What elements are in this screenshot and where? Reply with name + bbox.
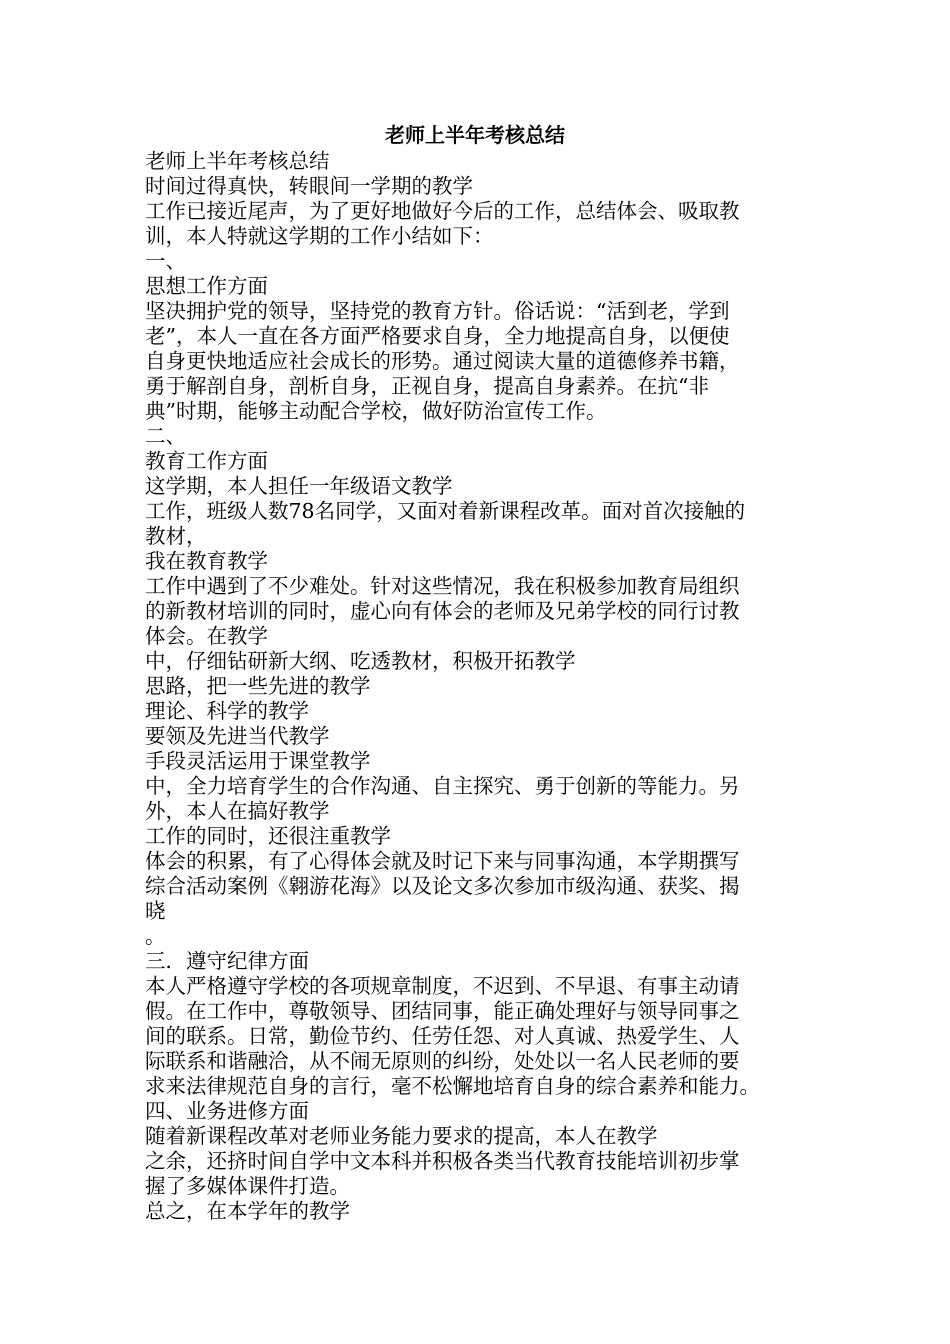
body-text-line: 时间过得真快，转眼间一学期的教学 [145, 174, 473, 198]
body-text-line: 间的联系。日常，勤俭节约、任劳任怨、对人真诚、热爱学生、人 [145, 1024, 740, 1048]
body-text-line: 工作的同时，还很注重教学 [145, 824, 391, 848]
body-text-line: 典”时期，能够主动配合学校，做好防治宣传工作。 [145, 399, 607, 423]
body-text-line: 的新教材培训的同时，虚心向有体会的老师及兄弟学校的同行讨教 [145, 599, 740, 623]
body-text-line: 总之，在本学年的教学 [145, 1199, 350, 1223]
body-text-line: 一、 [145, 249, 186, 273]
body-text-line: 本人严格遵守学校的各项规章制度，不迟到、不早退、有事主动请 [145, 974, 740, 998]
body-text-line: 求来法律规范自身的言行，毫不松懈地培育自身的综合素养和能力。 [145, 1074, 760, 1098]
body-text-line: 要领及先进当代教学 [145, 724, 330, 748]
body-text-line: 体会。在教学 [145, 624, 268, 648]
body-text-line: 之余，还挤时间自学中文本科并积极各类当代教育技能培训初步掌 [145, 1149, 740, 1173]
body-text-line: 工作中遇到了不少难处。针对这些情况，我在积极参加教育局组织 [145, 574, 740, 598]
body-text-line: 老”，本人一直在各方面严格要求自身，全力地提高自身，以便使 [145, 324, 730, 348]
body-text-line: 。 [145, 924, 166, 948]
body-text-line: 思想工作方面 [145, 274, 268, 298]
body-text-line: 中，全力培育学生的合作沟通、自主探究、勇于创新的等能力。另 [145, 774, 740, 798]
body-text-line: 际联系和谐融洽，从不闹无原则的纠纷，处处以一名人民老师的要 [145, 1049, 740, 1073]
body-text-line: 我在教育教学 [145, 549, 268, 573]
document-title: 老师上半年考核总结 [385, 123, 565, 147]
body-text-line: 思路，把一些先进的教学 [145, 674, 371, 698]
body-text-line: 手段灵活运用于课堂教学 [145, 749, 371, 773]
body-text-line: 握了多媒体课件打造。 [145, 1174, 350, 1198]
document-body [145, 149, 815, 1224]
body-text-line: 训，本人特就这学期的工作小结如下： [145, 224, 494, 248]
body-text-line: 随着新课程改革对老师业务能力要求的提高，本人在教学 [145, 1124, 658, 1148]
body-text-line: 四、业务进修方面 [145, 1099, 309, 1123]
body-text-line: 假。在工作中，尊敬领导、团结同事，能正确处理好与领导同事之 [145, 999, 740, 1023]
body-text-line: 中，仔细钻研新大纲、吃透教材，积极开拓教学 [145, 649, 576, 673]
body-text-line: 工作，班级人数78名同学，又面对着新课程改革。面对首次接触的 [145, 499, 746, 523]
body-text-line: 教材， [145, 524, 207, 548]
body-text-line: 理论、科学的教学 [145, 699, 309, 723]
body-text-line: 二、 [145, 424, 186, 448]
body-text-line: 教育工作方面 [145, 449, 268, 473]
body-text-line: 坚决拥护党的领导，坚持党的教育方针。俗话说：“活到老，学到 [145, 299, 730, 323]
body-text-line: 勇于解剖自身，剖析自身，正视自身，提高自身素养。在抗“非 [145, 374, 709, 398]
body-text-line: 综合活动案例《翱游花海》以及论文多次参加市级沟通、获奖、揭 [145, 874, 740, 898]
body-text-line: 三．遵守纪律方面 [145, 949, 309, 973]
body-text-line: 晓 [145, 899, 166, 923]
body-text-line: 这学期，本人担任一年级语文教学 [145, 474, 453, 498]
body-text-line: 老师上半年考核总结 [145, 149, 330, 173]
body-text-line: 外，本人在搞好教学 [145, 799, 330, 823]
body-text-line: 工作已接近尾声，为了更好地做好今后的工作，总结体会、吸取教 [145, 199, 740, 223]
body-text-line: 自身更快地适应社会成长的形势。通过阅读大量的道德修养书籍， [145, 349, 740, 373]
body-text-line: 体会的积累，有了心得体会就及时记下来与同事沟通，本学期撰写 [145, 849, 740, 873]
